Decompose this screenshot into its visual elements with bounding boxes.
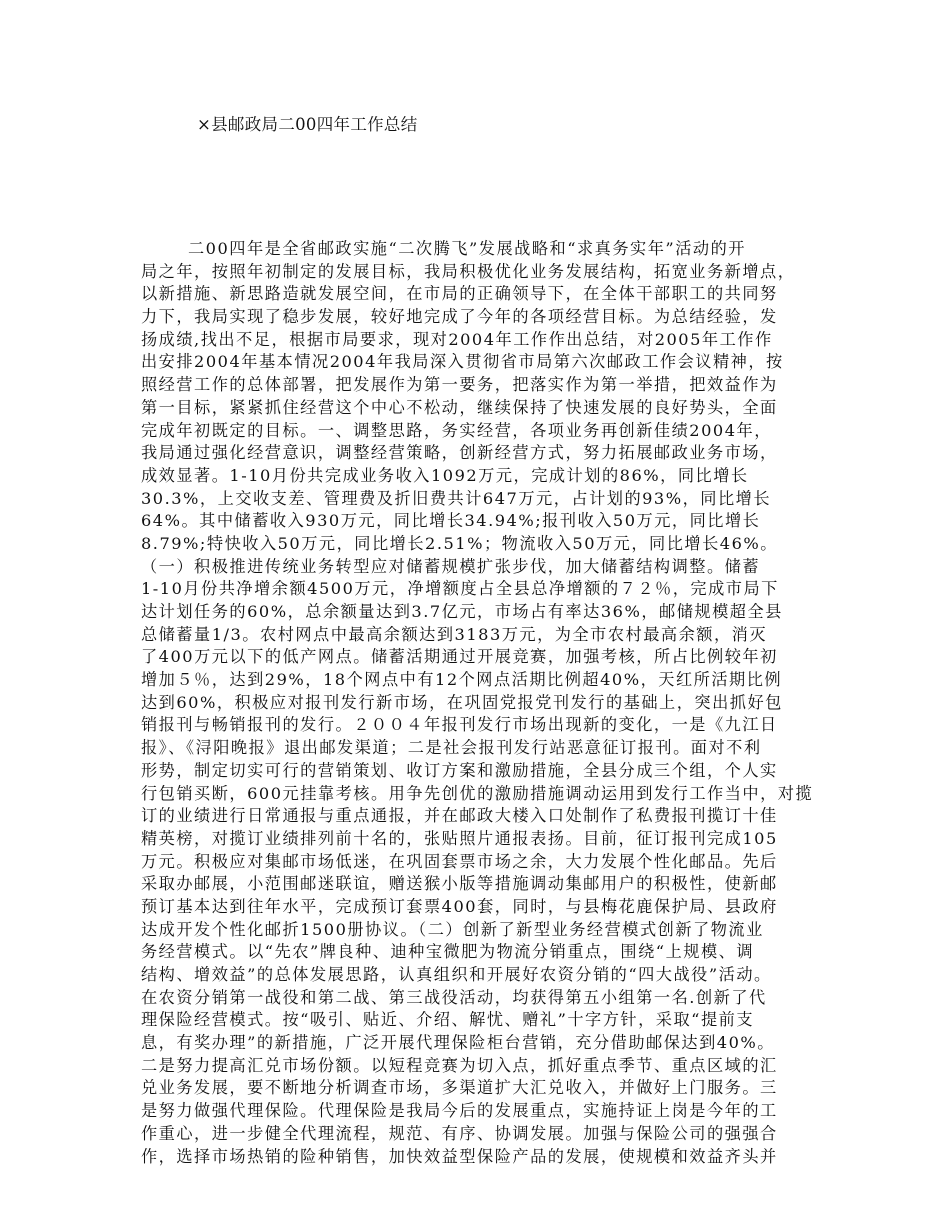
body-line: 采取办邮展，小范围邮迷联谊，赠送猴小版等措施调动集邮用户的积极性，使新邮 [141,874,778,894]
document-body [141,238,831,1168]
body-line: 订的业绩进行日常通报与重点通报，并在邮政大楼入口处制作了私费报刊揽订十佳 [141,806,778,826]
body-line: 万元。积极应对集邮市场低迷，在巩固套票市场之余，大力发展个性化邮品。先后 [141,851,778,871]
body-line: 以新措施、新思路造就发展空间，在市局的正确领导下，在全体干部职工的共同努 [141,284,778,304]
body-line: 形势，制定切实可行的营销策划、收订方案和激励措施，全县分成三个组，个人实 [141,760,778,780]
body-line: 息，有奖办理”的新措施，广泛开展代理保险柜台营销，充分借助邮保达到40%。 [141,1033,775,1053]
body-line: 达计划任务的60%，总余额量达到3.7亿元，市场占有率达36%，邮储规模超全县 [141,602,783,621]
body-line: 力下，我局实现了稳步发展，较好地完成了今年的各项经营目标。为总结经验，发 [141,307,778,327]
body-line: 报》、《浔阳晚报》退出邮发渠道；二是社会报刊发行站恶意征订报刊。面对不利 [141,738,762,758]
body-line: 作，选择市场热销的险种销售，加快效益型保险产品的发展，使规模和效益齐头并 [141,1146,778,1166]
body-line: 销报刊与畅销报刊的发行。２００４年报刊发行市场出现新的变化，一是《九江日 [141,715,778,735]
body-line: 二是努力提高汇兑市场份额。以短程竞赛为切入点，抓好重点季节、重点区域的汇 [141,1055,778,1075]
body-line: 在农资分销第一战役和第二战、第三战役活动，均获得第五小组第一名.创新了代 [141,987,767,1007]
body-line: 达成开发个性化邮折1500册协议。（二）创新了新型业务经营模式创新了物流业 [141,919,764,939]
body-line: 完成年初既定的目标。一、调整思路，务实经营，各项业务再创新佳绩2004年， [141,420,772,440]
body-line: 30.3%，上交收支差、管理费及折旧费共计647万元，占计划的93%，同比增长 [141,488,772,508]
body-line: 结构、增效益”的总体发展思路，认真组织和开展好农资分销的“四大战役”活动。 [141,965,772,984]
body-line: 第一目标，紧紧抓住经营这个中心不松动，继续保持了快速发展的良好势头，全面 [141,397,778,417]
document-title: ×县邮政局二00四年工作总结 [197,115,418,134]
body-line: 扬成绩,找出不足，根据市局要求，现对2004年工作作出总结，对2005年工作作 [141,329,773,349]
body-line: 增加５％，达到29%，18个网点中有12个网点活期比例超40%，天红所活期比例 [141,670,783,690]
body-line: 总储蓄量1/3。农村网点中最高余额达到3183万元，为全市农村最高余额，消灭 [141,624,768,644]
body-line: 是努力做强代理保险。代理保险是我局今后的发展重点，实施持证上岗是今年的工 [141,1101,778,1121]
body-line: 1-10月份共净增余额4500万元，净增额度占全县总净增额的７２％，完成市局下 [141,579,779,599]
body-line: 达到60%，积极应对报刊发行新市场，在巩固党报党刊发行的基础上，突出抓好包 [141,692,783,712]
body-line: 局之年，按照年初制定的发展目标，我局积极优化业务发展结构，拓宽业务新增点， [141,261,796,281]
body-line: 照经营工作的总体部署，把发展作为第一要务，把落实作为第一举措，把效益作为 [141,375,778,395]
body-line: 作重心，进一步健全代理流程，规范、有序、协调发展。加强与保险公司的强强合 [141,1123,778,1143]
body-line: 理保险经营模式。按“吸引、贴近、介绍、解忧、赠礼”十字方针，采取“提前支 [141,1010,755,1030]
body-line: 行包销买断，600元挂靠考核。用争先创优的激励措施调动运用到发行工作当中，对揽 [141,783,814,803]
body-line: 精英榜，对揽订业绩排列前十名的，张贴照片通报表扬。目前，征订报刊完成105 [141,828,778,848]
body-line: 了400万元以下的低产网点。储蓄活期通过开展竞赛，加强考核，所占比例较年初 [141,647,778,667]
body-line: 务经营模式。以“先农”牌良种、迪种宝微肥为物流分销重点，围绕“上规模、调 [141,942,755,962]
body-line: 8.79%;特快收入50万元，同比增长2.51%；物流收入50万元，同比增长46%。 [141,533,778,553]
body-line: 成效显著。1-10月份共完成业务收入1092万元，完成计划的86%，同比增长 [141,465,749,485]
body-line: 出安排2004年基本情况2004年我局深入贯彻省市局第六次邮政工作会议精神，按 [141,352,784,372]
body-line: 64%。其中储蓄收入930万元，同比增长34.94%;报刊收入50万元，同比增长 [141,511,761,531]
body-line: 二00四年是全省邮政实施“二次腾飞”发展战略和“求真务实年”活动的开 [188,239,746,258]
body-line: 预订基本达到往年水平，完成预订套票400套，同时，与县梅花鹿保护局、县政府 [141,896,778,916]
body-line: 兑业务发展，要不断地分析调查市场，多渠道扩大汇兑收入，并做好上门服务。三 [141,1078,778,1098]
body-line: 我局通过强化经营意识，调整经营策略，创新经营方式，努力拓展邮政业务市场， [141,443,778,463]
body-line: （一）积极推进传统业务转型应对储蓄规模扩张步伐，加大储蓄结构调整。储蓄 [141,556,761,576]
